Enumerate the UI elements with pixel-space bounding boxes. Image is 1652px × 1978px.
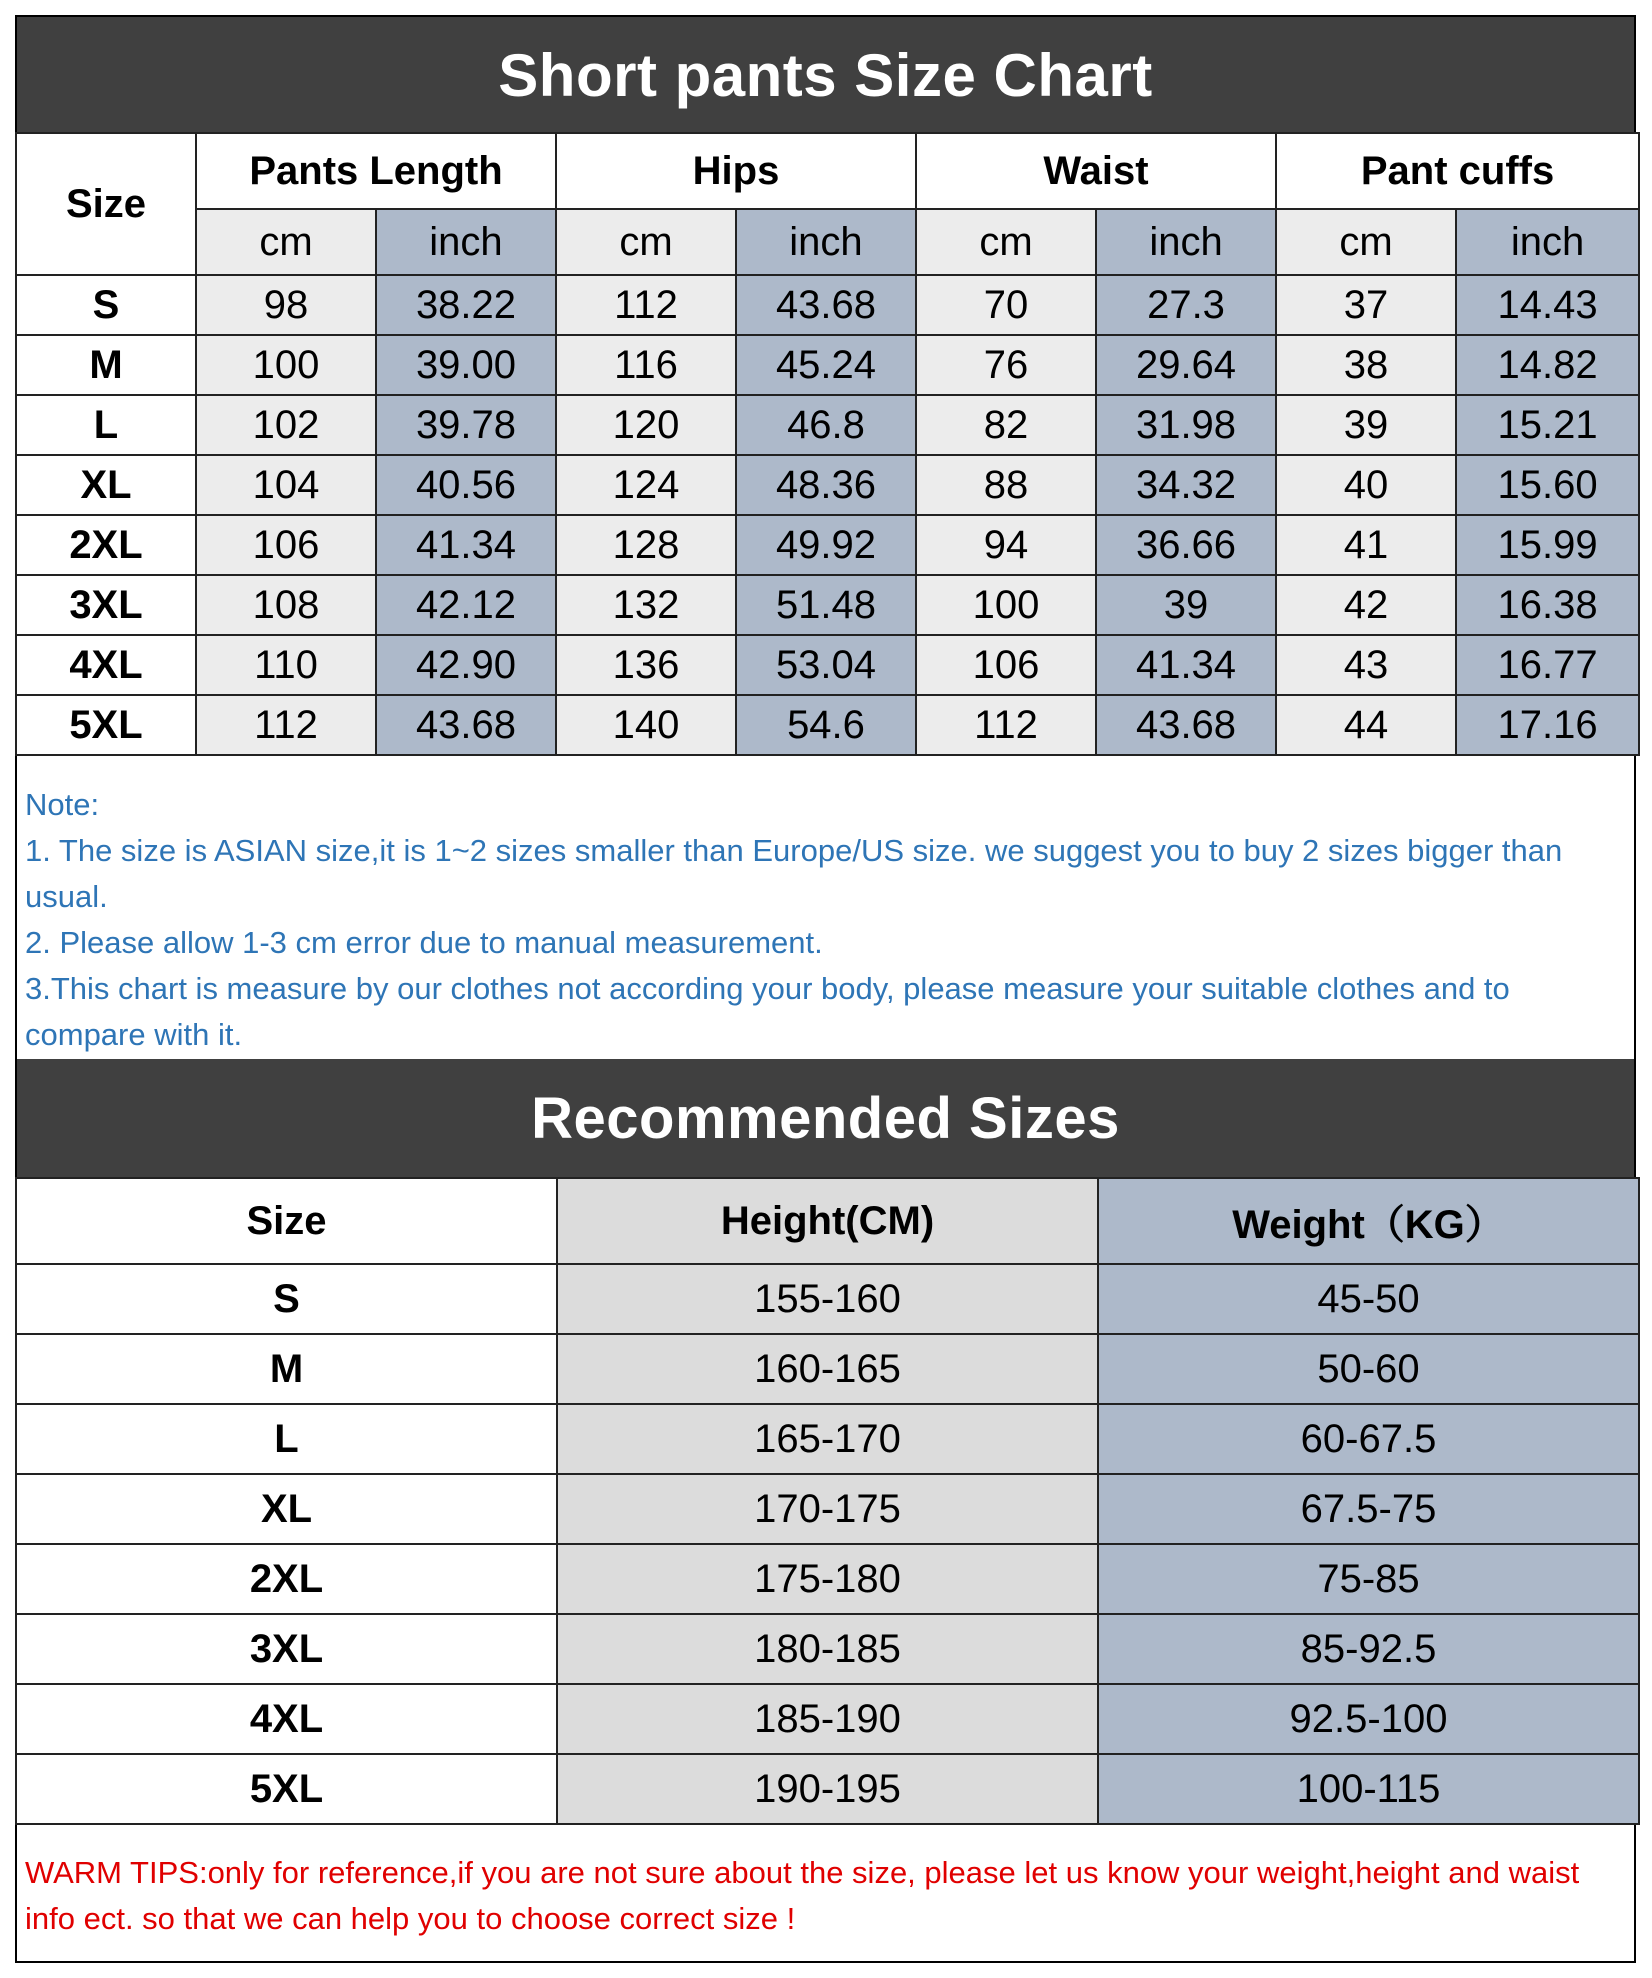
rec-weight-value: 50-60 [1098,1334,1639,1404]
rec-size-label: M [16,1334,557,1404]
cm-unit-header: cm [1276,209,1456,275]
rec-size-header: Size [16,1178,557,1264]
inch-value: 15.99 [1456,515,1639,575]
rec-size-label: 4XL [16,1684,557,1754]
cm-value: 37 [1276,275,1456,335]
cm-value: 116 [556,335,736,395]
inch-unit-header: inch [736,209,916,275]
inch-value: 39.78 [376,395,556,455]
recommended-table-body [16,1264,1639,1824]
rec-height-value: 160-165 [557,1334,1098,1404]
inch-value: 51.48 [736,575,916,635]
rec-height-value: 170-175 [557,1474,1098,1544]
inch-value: 43.68 [376,695,556,755]
rec-size-label: L [16,1404,557,1474]
inch-value: 54.6 [736,695,916,755]
cm-value: 112 [196,695,376,755]
inch-value: 39.00 [376,335,556,395]
size-label: 4XL [16,635,196,695]
recommended-table [15,1177,1640,1825]
cm-value: 42 [1276,575,1456,635]
cm-value: 124 [556,455,736,515]
table-row [16,695,1639,755]
inch-value: 15.60 [1456,455,1639,515]
cm-value: 104 [196,455,376,515]
cm-value: 41 [1276,515,1456,575]
rec-weight-value: 85-92.5 [1098,1614,1639,1684]
inch-value: 40.56 [376,455,556,515]
note-item: 1. The size is ASIAN size,it is 1~2 sizes smaller than Europe/US size. we suggest you to buy 2 sizes bigger than usual. [25,833,1563,914]
table-row [16,1404,1639,1474]
inch-value: 14.82 [1456,335,1639,395]
rec-height-value: 190-195 [557,1754,1098,1824]
size-label: XL [16,455,196,515]
table-row [16,395,1639,455]
inch-value: 34.32 [1096,455,1276,515]
rec-size-label: 2XL [16,1544,557,1614]
rec-size-label: 5XL [16,1754,557,1824]
size-label: S [16,275,196,335]
rec-weight-value: 100-115 [1098,1754,1639,1824]
waist-header: Waist [916,133,1276,209]
size-label: 2XL [16,515,196,575]
cm-value: 120 [556,395,736,455]
cm-value: 136 [556,635,736,695]
cm-value: 94 [916,515,1096,575]
table-row [16,1684,1639,1754]
table-row [16,1754,1639,1824]
size-label: M [16,335,196,395]
rec-height-value: 175-180 [557,1544,1098,1614]
cm-value: 44 [1276,695,1456,755]
size-column-header: Size [16,133,196,275]
note-item: 3.This chart is measure by our clothes not according your body, please measure your suitable clothes and to compare with it. [25,971,1510,1052]
inch-value: 38.22 [376,275,556,335]
cm-value: 132 [556,575,736,635]
rec-weight-value: 60-67.5 [1098,1404,1639,1474]
inch-value: 43.68 [1096,695,1276,755]
recommended-title: Recommended Sizes [17,1059,1634,1179]
rec-weight-header: Weight（KG） [1098,1178,1639,1264]
cm-value: 102 [196,395,376,455]
table-row [16,1614,1639,1684]
size-chart-frame [15,15,1636,1963]
cm-value: 128 [556,515,736,575]
rec-weight-value: 67.5-75 [1098,1474,1639,1544]
size-label: L [16,395,196,455]
cm-value: 76 [916,335,1096,395]
cm-value: 70 [916,275,1096,335]
table-row [16,635,1639,695]
inch-value: 16.77 [1456,635,1639,695]
pants-length-header: Pants Length [196,133,556,209]
cm-value: 106 [916,635,1096,695]
cm-value: 100 [196,335,376,395]
rec-weight-value: 92.5-100 [1098,1684,1639,1754]
hips-header: Hips [556,133,916,209]
inch-value: 17.16 [1456,695,1639,755]
inch-value: 15.21 [1456,395,1639,455]
table-row [16,1264,1639,1334]
inch-unit-header: inch [1096,209,1276,275]
inch-value: 36.66 [1096,515,1276,575]
rec-size-label: XL [16,1474,557,1544]
inch-unit-header: inch [376,209,556,275]
note-item: 2. Please allow 1-3 cm error due to manual measurement. [25,925,823,960]
notes-title: Note: [25,787,100,822]
table-row [16,1474,1639,1544]
size-chart-title: Short pants Size Chart [17,17,1634,134]
inch-value: 39 [1096,575,1276,635]
table-row [16,575,1639,635]
inch-value: 27.3 [1096,275,1276,335]
cm-value: 39 [1276,395,1456,455]
table-row [16,455,1639,515]
cm-unit-header: cm [916,209,1096,275]
cm-value: 110 [196,635,376,695]
cm-value: 98 [196,275,376,335]
cm-value: 38 [1276,335,1456,395]
table-row [16,515,1639,575]
notes-section [25,782,1625,1058]
inch-value: 31.98 [1096,395,1276,455]
inch-value: 41.34 [1096,635,1276,695]
size-label: 5XL [16,695,196,755]
rec-height-value: 155-160 [557,1264,1098,1334]
inch-value: 42.12 [376,575,556,635]
inch-value: 48.36 [736,455,916,515]
rec-weight-value: 75-85 [1098,1544,1639,1614]
cm-unit-header: cm [196,209,376,275]
pant-cuffs-header: Pant cuffs [1276,133,1639,209]
inch-value: 49.92 [736,515,916,575]
inch-value: 16.38 [1456,575,1639,635]
rec-height-header: Height(CM) [557,1178,1098,1264]
cm-value: 108 [196,575,376,635]
size-table-body [16,275,1639,755]
cm-value: 82 [916,395,1096,455]
warm-tips-text: WARM TIPS:only for reference,if you are not sure about the size, please let us know your weight,height and waist info ect. so that we can help you to choose correct size ! [25,1855,1580,1936]
cm-value: 112 [916,695,1096,755]
cm-value: 112 [556,275,736,335]
cm-unit-header: cm [556,209,736,275]
inch-value: 53.04 [736,635,916,695]
inch-value: 43.68 [736,275,916,335]
inch-value: 46.8 [736,395,916,455]
cm-value: 106 [196,515,376,575]
table-row [16,1544,1639,1614]
cm-value: 100 [916,575,1096,635]
inch-value: 45.24 [736,335,916,395]
unit-header-row [16,209,1639,275]
cm-value: 40 [1276,455,1456,515]
inch-value: 29.64 [1096,335,1276,395]
table-row [16,275,1639,335]
rec-height-value: 165-170 [557,1404,1098,1474]
rec-size-label: 3XL [16,1614,557,1684]
table-row [16,1334,1639,1404]
size-table [15,132,1640,756]
rec-size-label: S [16,1264,557,1334]
inch-value: 42.90 [376,635,556,695]
cm-value: 140 [556,695,736,755]
rec-height-value: 185-190 [557,1684,1098,1754]
inch-unit-header: inch [1456,209,1639,275]
inch-value: 14.43 [1456,275,1639,335]
rec-height-value: 180-185 [557,1614,1098,1684]
cm-value: 88 [916,455,1096,515]
inch-value: 41.34 [376,515,556,575]
cm-value: 43 [1276,635,1456,695]
warm-tips [25,1850,1630,1942]
size-label: 3XL [16,575,196,635]
rec-weight-value: 45-50 [1098,1264,1639,1334]
table-row [16,335,1639,395]
